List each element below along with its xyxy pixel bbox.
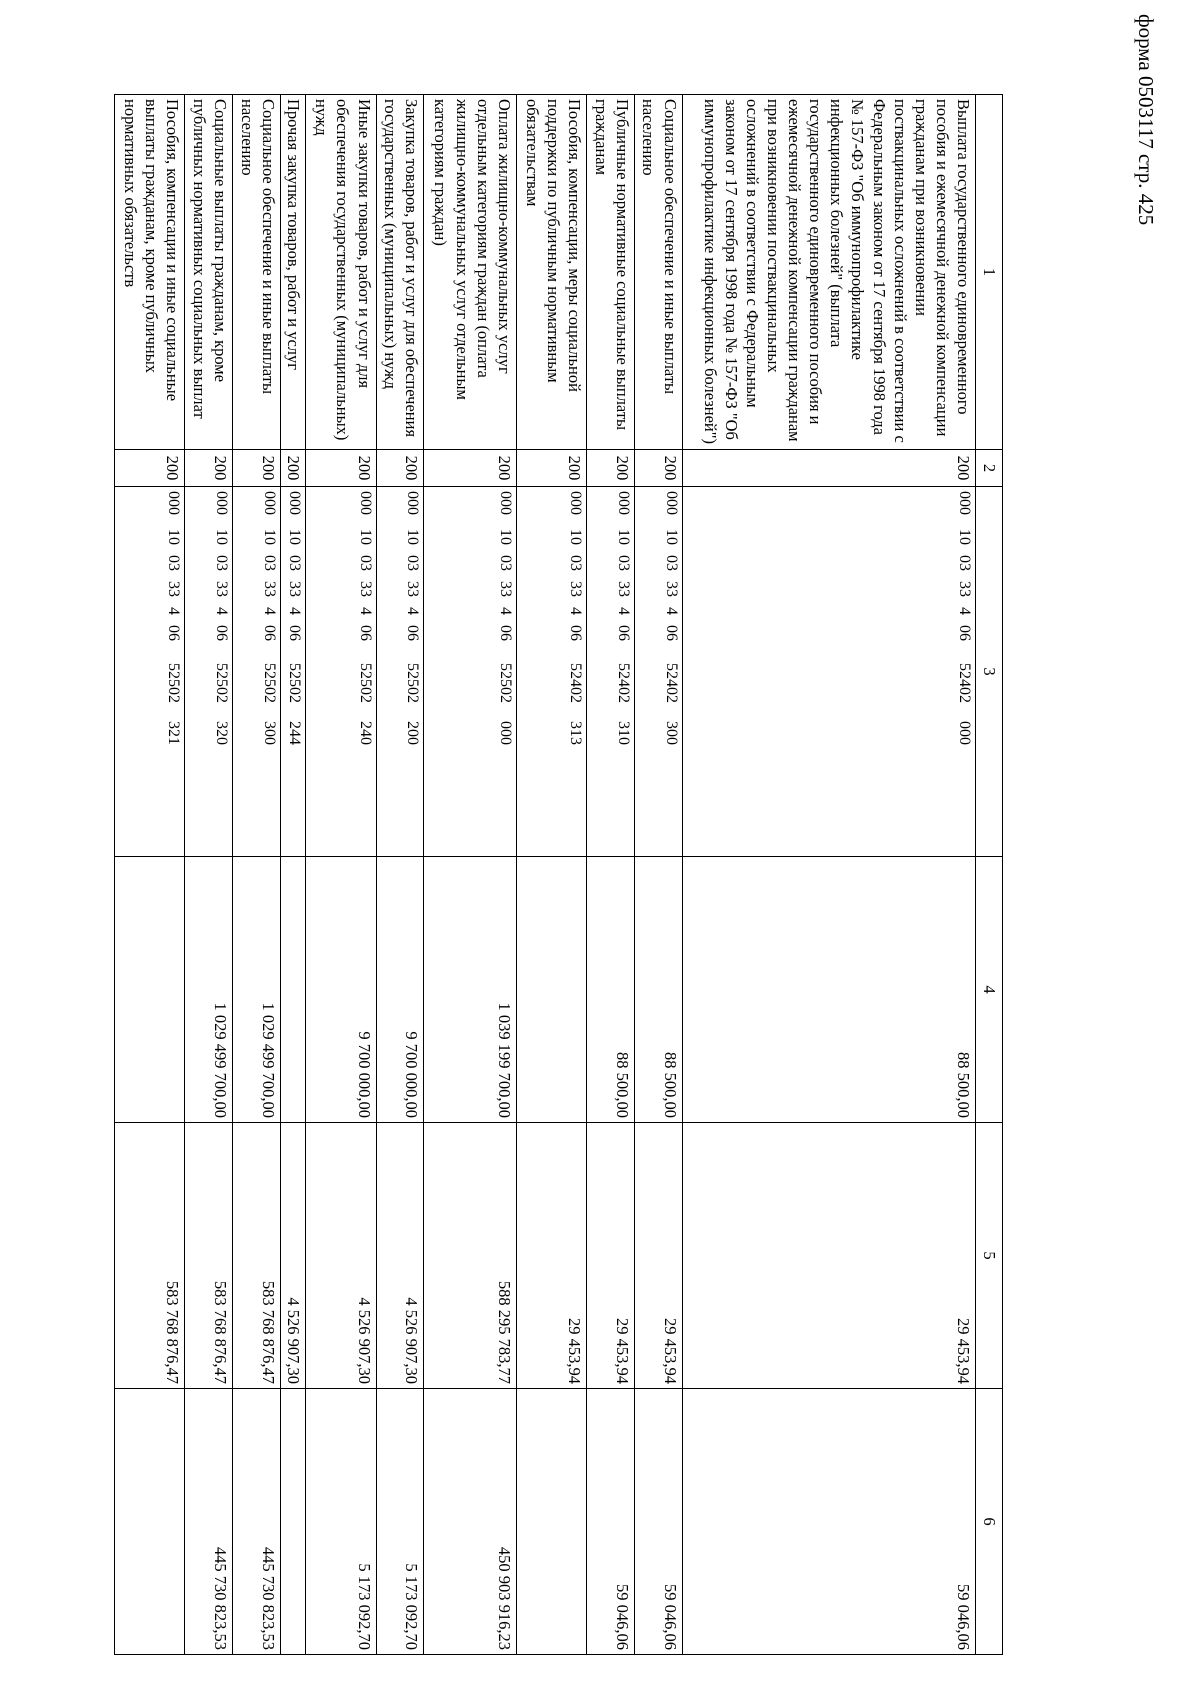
rotated-table-container: [114, 94, 1003, 1654]
code-segment: 03: [404, 555, 422, 571]
code-segment: 06: [662, 625, 680, 641]
code-segment: 4: [614, 607, 632, 615]
row-line-code: 200: [586, 450, 634, 487]
row-budget-code: [306, 487, 376, 857]
row-budget-code: [115, 487, 185, 857]
code-segment: 240: [356, 721, 374, 745]
table-row: [424, 95, 516, 1655]
code-segment: 03: [956, 555, 973, 571]
row-line-code: 200: [376, 450, 424, 487]
code-segment: 10: [165, 529, 183, 545]
table-row: [682, 95, 975, 1655]
row-col-5: 29 453,94: [634, 1123, 682, 1389]
code-segment: 06: [614, 625, 632, 641]
code-segment: 06: [566, 625, 584, 641]
row-budget-code: [185, 487, 233, 857]
row-col-4: 1 029 499 700,00: [233, 857, 281, 1123]
code-segment: 000: [260, 491, 278, 515]
code-segment: 52502: [286, 663, 304, 703]
code-segment: 33: [213, 581, 231, 597]
row-name: Социальные выплаты гражданам, кроме публичных нормативных социальных выплат: [185, 95, 233, 450]
code-segment: 000: [566, 491, 584, 515]
row-line-code: 200: [424, 450, 516, 487]
row-line-code: 200: [306, 450, 376, 487]
code-segment: 10: [614, 529, 632, 545]
row-col-6: 59 046,06: [634, 1389, 682, 1655]
row-budget-code: [233, 487, 281, 857]
code-segment: 33: [496, 581, 514, 597]
row-name: Пособия, компенсации, меры социальной поддержки по публичным нормативным обязательствам: [516, 95, 586, 450]
code-segment: 52502: [496, 663, 514, 703]
row-col-6: [115, 1389, 185, 1655]
row-budget-code: [682, 487, 975, 857]
code-segment: 4: [496, 607, 514, 615]
code-segment: 4: [165, 607, 183, 615]
row-budget-code: [516, 487, 586, 857]
row-col-4: 1 039 199 700,00: [424, 857, 516, 1123]
row-col-4: 88 500,00: [634, 857, 682, 1123]
code-segment: 03: [496, 555, 514, 571]
row-col-5: 4 526 907,30: [306, 1123, 376, 1389]
row-col-6: 445 730 823,53: [233, 1389, 281, 1655]
code-segment: 10: [662, 529, 680, 545]
code-segment: 52402: [662, 663, 680, 703]
row-col-4: 88 500,00: [682, 857, 975, 1123]
code-segment: 000: [496, 721, 514, 745]
code-segment: 33: [956, 581, 973, 597]
code-segment: 000: [956, 721, 973, 745]
row-col-5: 583 768 876,47: [233, 1123, 281, 1389]
code-segment: 33: [662, 581, 680, 597]
table-row: [233, 95, 281, 1655]
table-row: [516, 95, 586, 1655]
row-line-code: 200: [280, 450, 305, 487]
row-col-6: 450 903 916,23: [424, 1389, 516, 1655]
row-col-5: 29 453,94: [516, 1123, 586, 1389]
code-segment: 03: [662, 555, 680, 571]
row-name: Прочая закупка товаров, работ и услуг: [280, 95, 305, 450]
row-col-4: 9 700 000,00: [376, 857, 424, 1123]
code-segment: 4: [286, 607, 304, 615]
code-segment: 300: [260, 721, 278, 745]
code-segment: 03: [356, 555, 374, 571]
row-col-4: 1 029 499 700,00: [185, 857, 233, 1123]
code-segment: 03: [614, 555, 632, 571]
code-segment: 06: [404, 625, 422, 641]
code-segment: 000: [404, 491, 422, 515]
budget-table: [114, 94, 1003, 1655]
code-segment: 06: [496, 625, 514, 641]
page-header: форма 0503117 стр. 425: [1134, 14, 1158, 226]
row-col-5: 4 526 907,30: [280, 1123, 305, 1389]
code-segment: 52502: [165, 663, 183, 703]
code-segment: 33: [165, 581, 183, 597]
row-budget-code: [424, 487, 516, 857]
code-segment: 52502: [213, 663, 231, 703]
header-col-6: 6: [976, 1389, 1003, 1655]
table-row: [306, 95, 376, 1655]
header-col-2: 2: [976, 450, 1003, 487]
code-segment: 33: [286, 581, 304, 597]
code-segment: 10: [213, 529, 231, 545]
table-row: [280, 95, 305, 1655]
code-segment: 000: [165, 491, 183, 515]
row-col-6: 59 046,06: [586, 1389, 634, 1655]
row-col-6: [280, 1389, 305, 1655]
code-segment: 06: [260, 625, 278, 641]
row-col-5: 583 768 876,47: [115, 1123, 185, 1389]
code-segment: 10: [356, 529, 374, 545]
row-line-code: 200: [115, 450, 185, 487]
row-col-6: [516, 1389, 586, 1655]
row-name: Выплата государственного единовременного пособия и ежемесячной денежной компенсации гражданам при возникновении поствакцинальных осложнений в соответствии с Федеральным законом от 17 сентября 1998 года № 157-ФЗ "Об иммунопрофилактике инфекционных болезней" (выплата государственного единовременного пособия и ежемесячной денежной компенсации гражданам при возникновении поствакцинальных осложнений в соответствии с Федеральным законом от 17 сентября 1998 года № 157-ФЗ "Об иммунопрофилактике инфекционных болезней"): [682, 95, 975, 450]
code-segment: 06: [356, 625, 374, 641]
code-segment: 06: [165, 625, 183, 641]
code-segment: 33: [356, 581, 374, 597]
row-col-5: 29 453,94: [586, 1123, 634, 1389]
table-row: [185, 95, 233, 1655]
code-segment: 10: [496, 529, 514, 545]
code-segment: 4: [260, 607, 278, 615]
row-name: Социальное обеспечение и иные выплаты населению: [233, 95, 281, 450]
row-budget-code: [634, 487, 682, 857]
code-segment: 200: [404, 721, 422, 745]
code-segment: 313: [566, 721, 584, 745]
header-col-4: 4: [976, 857, 1003, 1123]
row-budget-code: [586, 487, 634, 857]
code-segment: 03: [566, 555, 584, 571]
code-segment: 33: [614, 581, 632, 597]
code-segment: 4: [566, 607, 584, 615]
code-segment: 000: [662, 491, 680, 515]
code-segment: 06: [956, 625, 973, 641]
code-segment: 52502: [404, 663, 422, 703]
code-segment: 4: [356, 607, 374, 615]
row-line-code: 200: [185, 450, 233, 487]
row-col-4: 88 500,00: [586, 857, 634, 1123]
row-col-6: 5 173 092,70: [376, 1389, 424, 1655]
row-budget-code: [280, 487, 305, 857]
code-segment: 4: [213, 607, 231, 615]
row-line-code: 200: [516, 450, 586, 487]
code-segment: 03: [213, 555, 231, 571]
row-name: Иные закупки товаров, работ и услуг для обеспечения государственных (муниципальных) нужд: [306, 95, 376, 450]
row-name: Оплата жилищно-коммунальных услуг отдельным категориям граждан (оплата жилищно-коммунальных услуг отдельным категориям граждан): [424, 95, 516, 450]
table-row: [586, 95, 634, 1655]
code-segment: 10: [260, 529, 278, 545]
code-segment: 52502: [260, 663, 278, 703]
row-col-6: 59 046,06: [682, 1389, 975, 1655]
row-line-code: 200: [682, 450, 975, 487]
code-segment: 33: [404, 581, 422, 597]
code-segment: 33: [566, 581, 584, 597]
code-segment: 4: [662, 607, 680, 615]
row-col-5: 4 526 907,30: [376, 1123, 424, 1389]
row-col-6: 5 173 092,70: [306, 1389, 376, 1655]
row-col-5: 29 453,94: [682, 1123, 975, 1389]
code-segment: 03: [165, 555, 183, 571]
row-name: Публичные нормативные социальные выплаты гражданам: [586, 95, 634, 450]
code-segment: 000: [356, 491, 374, 515]
code-segment: 000: [286, 491, 304, 515]
code-segment: 06: [213, 625, 231, 641]
row-name: Пособия, компенсации и иные социальные выплаты гражданам, кроме публичных нормативных обязательств: [115, 95, 185, 450]
row-col-6: 445 730 823,53: [185, 1389, 233, 1655]
table-row: [115, 95, 185, 1655]
code-segment: 33: [260, 581, 278, 597]
header-col-5: 5: [976, 1123, 1003, 1389]
code-segment: 300: [662, 721, 680, 745]
code-segment: 03: [286, 555, 304, 571]
row-col-5: 588 295 783,77: [424, 1123, 516, 1389]
row-line-code: 200: [634, 450, 682, 487]
code-segment: 310: [614, 721, 632, 745]
row-budget-code: [376, 487, 424, 857]
table-row: [634, 95, 682, 1655]
code-segment: 06: [286, 625, 304, 641]
code-segment: 10: [286, 529, 304, 545]
code-segment: 52402: [614, 663, 632, 703]
row-col-4: [115, 857, 185, 1123]
header-col-3: 3: [976, 487, 1003, 857]
row-col-5: 583 768 876,47: [185, 1123, 233, 1389]
row-col-4: [280, 857, 305, 1123]
header-col-1: 1: [976, 95, 1003, 450]
code-segment: 4: [404, 607, 422, 615]
code-segment: 321: [165, 721, 183, 745]
code-segment: 03: [260, 555, 278, 571]
code-segment: 52402: [956, 663, 973, 703]
code-segment: 52502: [356, 663, 374, 703]
row-line-code: 200: [233, 450, 281, 487]
code-segment: 10: [404, 529, 422, 545]
row-col-4: 9 700 000,00: [306, 857, 376, 1123]
code-segment: 000: [614, 491, 632, 515]
row-col-4: [516, 857, 586, 1123]
code-segment: 52402: [566, 663, 584, 703]
code-segment: 10: [566, 529, 584, 545]
code-segment: 000: [496, 491, 514, 515]
row-name: Социальное обеспечение и иные выплаты населению: [634, 95, 682, 450]
code-segment: 244: [286, 721, 304, 745]
row-name: Закупка товаров, работ и услуг для обеспечения государственных (муниципальных) нужд: [376, 95, 424, 450]
code-segment: 4: [956, 607, 973, 615]
code-segment: 10: [956, 529, 973, 545]
code-segment: 000: [213, 491, 231, 515]
code-segment: 320: [213, 721, 231, 745]
header-row: [976, 95, 1003, 1655]
code-segment: 000: [956, 491, 973, 515]
table-row: [376, 95, 424, 1655]
